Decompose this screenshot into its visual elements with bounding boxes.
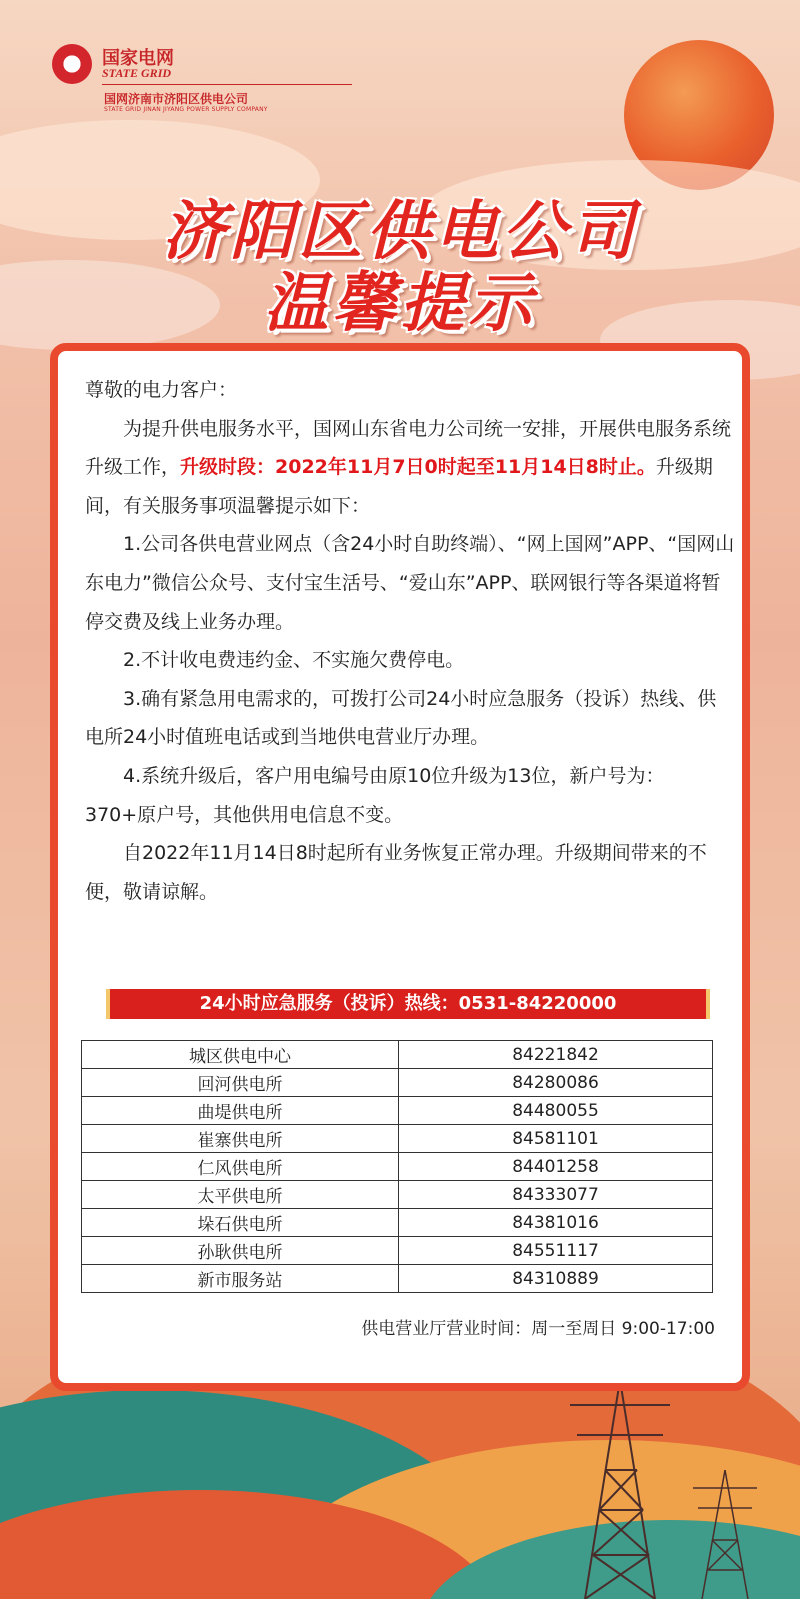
greeting: 尊敬的电力客户： (85, 379, 238, 401)
station-phone: 84221842 (399, 1041, 713, 1069)
contact-table (81, 1040, 713, 1293)
table-row (82, 1153, 713, 1181)
station-phone: 84581101 (399, 1125, 713, 1153)
intro-paragraph (85, 410, 735, 526)
table-row (82, 1265, 713, 1293)
table-row (82, 1181, 713, 1209)
station-phone: 84381016 (399, 1209, 713, 1237)
station-phone: 84401258 (399, 1153, 713, 1181)
station-name: 回河供电所 (82, 1069, 399, 1097)
logo-divider (102, 84, 352, 85)
business-hours: 供电营业厅营业时间：周一至周日 9:00-17:00 (361, 1319, 715, 1339)
notice-item-2: 2.不计收电费违约金、不实施欠费停电。 (123, 649, 465, 672)
station-phone: 84280086 (399, 1069, 713, 1097)
table-row (82, 1097, 713, 1125)
station-name: 城区供电中心 (82, 1041, 399, 1069)
power-tower-icon (565, 1380, 675, 1599)
page-title-line2: 温馨提示 (264, 267, 536, 341)
intro-text-2: 升级期间，有关服务事项温馨提示如下： (85, 456, 713, 517)
station-phone: 84480055 (399, 1097, 713, 1125)
table-row (82, 1125, 713, 1153)
notice-body (85, 371, 735, 911)
station-name: 仁风供电所 (82, 1153, 399, 1181)
table-row (82, 1237, 713, 1265)
station-name: 新市服务站 (82, 1265, 399, 1293)
closing-paragraph: 自2022年11月14日8时起所有业务恢复正常办理。升级期间带来的不便，敬请谅解。 (85, 842, 707, 903)
station-name: 孙耿供电所 (82, 1237, 399, 1265)
page-title-line1: 济阳区供电公司 (162, 195, 638, 269)
station-name: 垛石供电所 (82, 1209, 399, 1237)
notice-item-3: 3.确有紧急用电需求的，可拨打公司24小时应急服务（投诉）热线、供电所24小时值班电话或到当地供电营业厅办理。 (85, 687, 717, 749)
state-grid-logo (52, 44, 302, 114)
state-grid-emblem-icon (52, 44, 92, 84)
intro-text-1: 为提升供电服务水平，国网山东省电力公司统一安排，开展供电服务系统升级工作， (85, 417, 732, 479)
upgrade-period-highlight: 升级时段：2022年11月7日0时起至11月14日8时止。 (180, 456, 656, 479)
logo-company-cn: 国网济南市济阳区供电公司 (104, 92, 249, 106)
logo-brand-en: STATE GRID (102, 66, 172, 80)
hotline-banner: 24小时应急服务（投诉）热线：0531-84220000 (106, 989, 710, 1019)
logo-company-en: STATE GRID JINAN JIYANG POWER SUPPLY COMPANY (104, 106, 268, 113)
station-phone: 84310889 (399, 1265, 713, 1293)
station-name: 太平供电所 (82, 1181, 399, 1209)
logo-brand-cn: 国家电网 (102, 48, 174, 69)
notice-card (50, 343, 750, 1391)
power-tower-icon (690, 1470, 760, 1599)
station-name: 曲堤供电所 (82, 1097, 399, 1125)
station-name: 崔寨供电所 (82, 1125, 399, 1153)
notice-item-1: 1.公司各供电营业网点（含24小时自助终端）、“网上国网”APP、“国网山东电力”微信公众号、支付宝生活号、“爱山东”APP、联网银行等各渠道将暂停交费及线上业务办理。 (85, 533, 735, 633)
notice-item-4: 4.系统升级后，客户用电编号由原10位升级为13位，新户号为：370+原户号，其他供用电信息不变。 (85, 764, 665, 826)
station-phone: 84333077 (399, 1181, 713, 1209)
table-row (82, 1069, 713, 1097)
table-row (82, 1041, 713, 1069)
station-phone: 84551117 (399, 1237, 713, 1265)
table-row (82, 1209, 713, 1237)
